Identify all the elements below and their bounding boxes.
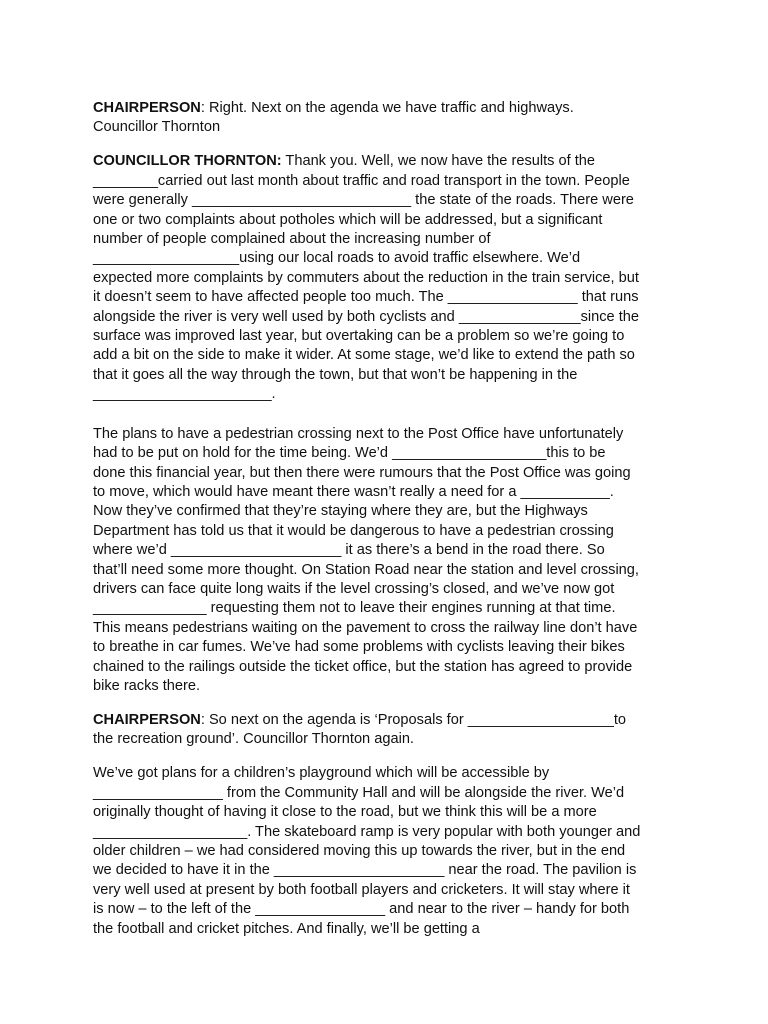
text-line: to move, which would have meant there wasn’t really a need for a ___________. xyxy=(93,483,614,500)
text-line: done this financial year, but then there were rumours that the Post Office was going xyxy=(93,464,631,481)
text-line: CHAIRPERSON: Right. Next on the agenda we have traffic and highways. xyxy=(93,100,574,116)
text-line: it doesn’t seem to have affected people too much. The ________________ that runs xyxy=(93,289,639,306)
text-line: the football and cricket pitches. And finally, we’ll be getting a xyxy=(93,920,480,937)
text-line: ________________ from the Community Hall and will be alongside the river. We’d xyxy=(93,784,625,801)
text-line: the recreation ground’. Councillor Thornton again. xyxy=(93,731,414,748)
speaker-label: COUNCILLOR THORNTON: xyxy=(93,153,282,170)
text-line: expected more complaints by commuters about the reduction in the train service, but xyxy=(93,269,639,286)
text-line: CHAIRPERSON: So next on the agenda is ‘Proposals for __________________to xyxy=(93,711,627,728)
text-line: chained to the railings outside the ticket office, but the station has agreed to provide xyxy=(93,658,633,675)
text-line: that’ll need some more thought. On Station Road near the station and level crossing, xyxy=(93,561,639,578)
text-line: add a bit on the side to make it wider. At some stage, we’d like to extend the path so xyxy=(93,347,635,364)
paragraph-chairperson-intro xyxy=(93,99,675,138)
text-line: The plans to have a pedestrian crossing next to the Post Office have unfortunately xyxy=(93,425,624,442)
text-line: we decided to have it in the _____________________ near the road. The pavilion is xyxy=(93,862,637,879)
text-line: bike racks there. xyxy=(93,677,201,694)
text-line: is now – to the left of the ________________ and near to the river – handy for both xyxy=(93,901,630,918)
text-line: one or two complaints about potholes which will be addressed, but a significant xyxy=(93,211,603,228)
text-line: __________________using our local roads to avoid traffic elsewhere. We’d xyxy=(93,250,581,267)
text-line: ___________________. The skateboard ramp is very popular with both younger and xyxy=(93,823,641,840)
text-line: surface was improved last year, but overtaking can be a problem so we’re going to xyxy=(93,328,625,345)
text-line: ______________ requesting them not to leave their engines running at that time. xyxy=(93,600,616,617)
text-line: We’ve got plans for a children’s playground which will be accessible by xyxy=(93,765,550,782)
text-line: Now they’ve confirmed that they’re staying where they are, but the Highways xyxy=(93,503,588,520)
text-line: that it goes all the way through the town, but that won’t be happening in the xyxy=(93,366,578,383)
text-line: ________carried out last month about traffic and road transport in the town. People xyxy=(93,172,630,189)
text-line: This means pedestrians waiting on the pavement to cross the railway line don’t have xyxy=(93,619,638,636)
text-line: had to be put on hold for the time being. We’d ___________________this to be xyxy=(93,445,606,462)
text-line: older children – we had considered moving this up towards the river, but in the end xyxy=(93,843,626,859)
speaker-label: CHAIRPERSON xyxy=(93,711,201,728)
text-line: alongside the river is very well used by both cyclists and _______________since the xyxy=(93,308,639,325)
text-line: very well used at present by both football players and cricketers. It will stay where it xyxy=(93,881,630,898)
paragraph-recreation-ground xyxy=(93,764,675,939)
text-line: COUNCILLOR THORNTON: Thank you. Well, we now have the results of the xyxy=(93,153,596,170)
text-line: to breathe in car fumes. We’ve had some problems with cyclists leaving their bikes xyxy=(93,639,625,656)
text-line: where we’d _____________________ it as there’s a bend in the road there. So xyxy=(93,542,605,559)
text-line: drivers can face quite long waits if the level crossing’s closed, and we’ve now got xyxy=(93,580,615,597)
text-line: number of people complained about the increasing number of xyxy=(93,231,491,248)
document-page xyxy=(93,99,675,954)
paragraph-councillor-report xyxy=(93,152,675,404)
text-line: ______________________. xyxy=(93,386,276,403)
speaker-label: CHAIRPERSON xyxy=(93,100,201,116)
text-line: originally thought of having it close to the road, but we think this will be a more xyxy=(93,804,597,821)
text-line: Councillor Thornton xyxy=(93,119,221,136)
paragraph-pedestrian-crossing xyxy=(93,425,675,697)
text-line: were generally ___________________________ the state of the roads. There were xyxy=(93,192,634,209)
text-line: Department has told us that it would be dangerous to have a pedestrian crossing xyxy=(93,522,614,539)
paragraph-chairperson-proposals xyxy=(93,711,675,750)
